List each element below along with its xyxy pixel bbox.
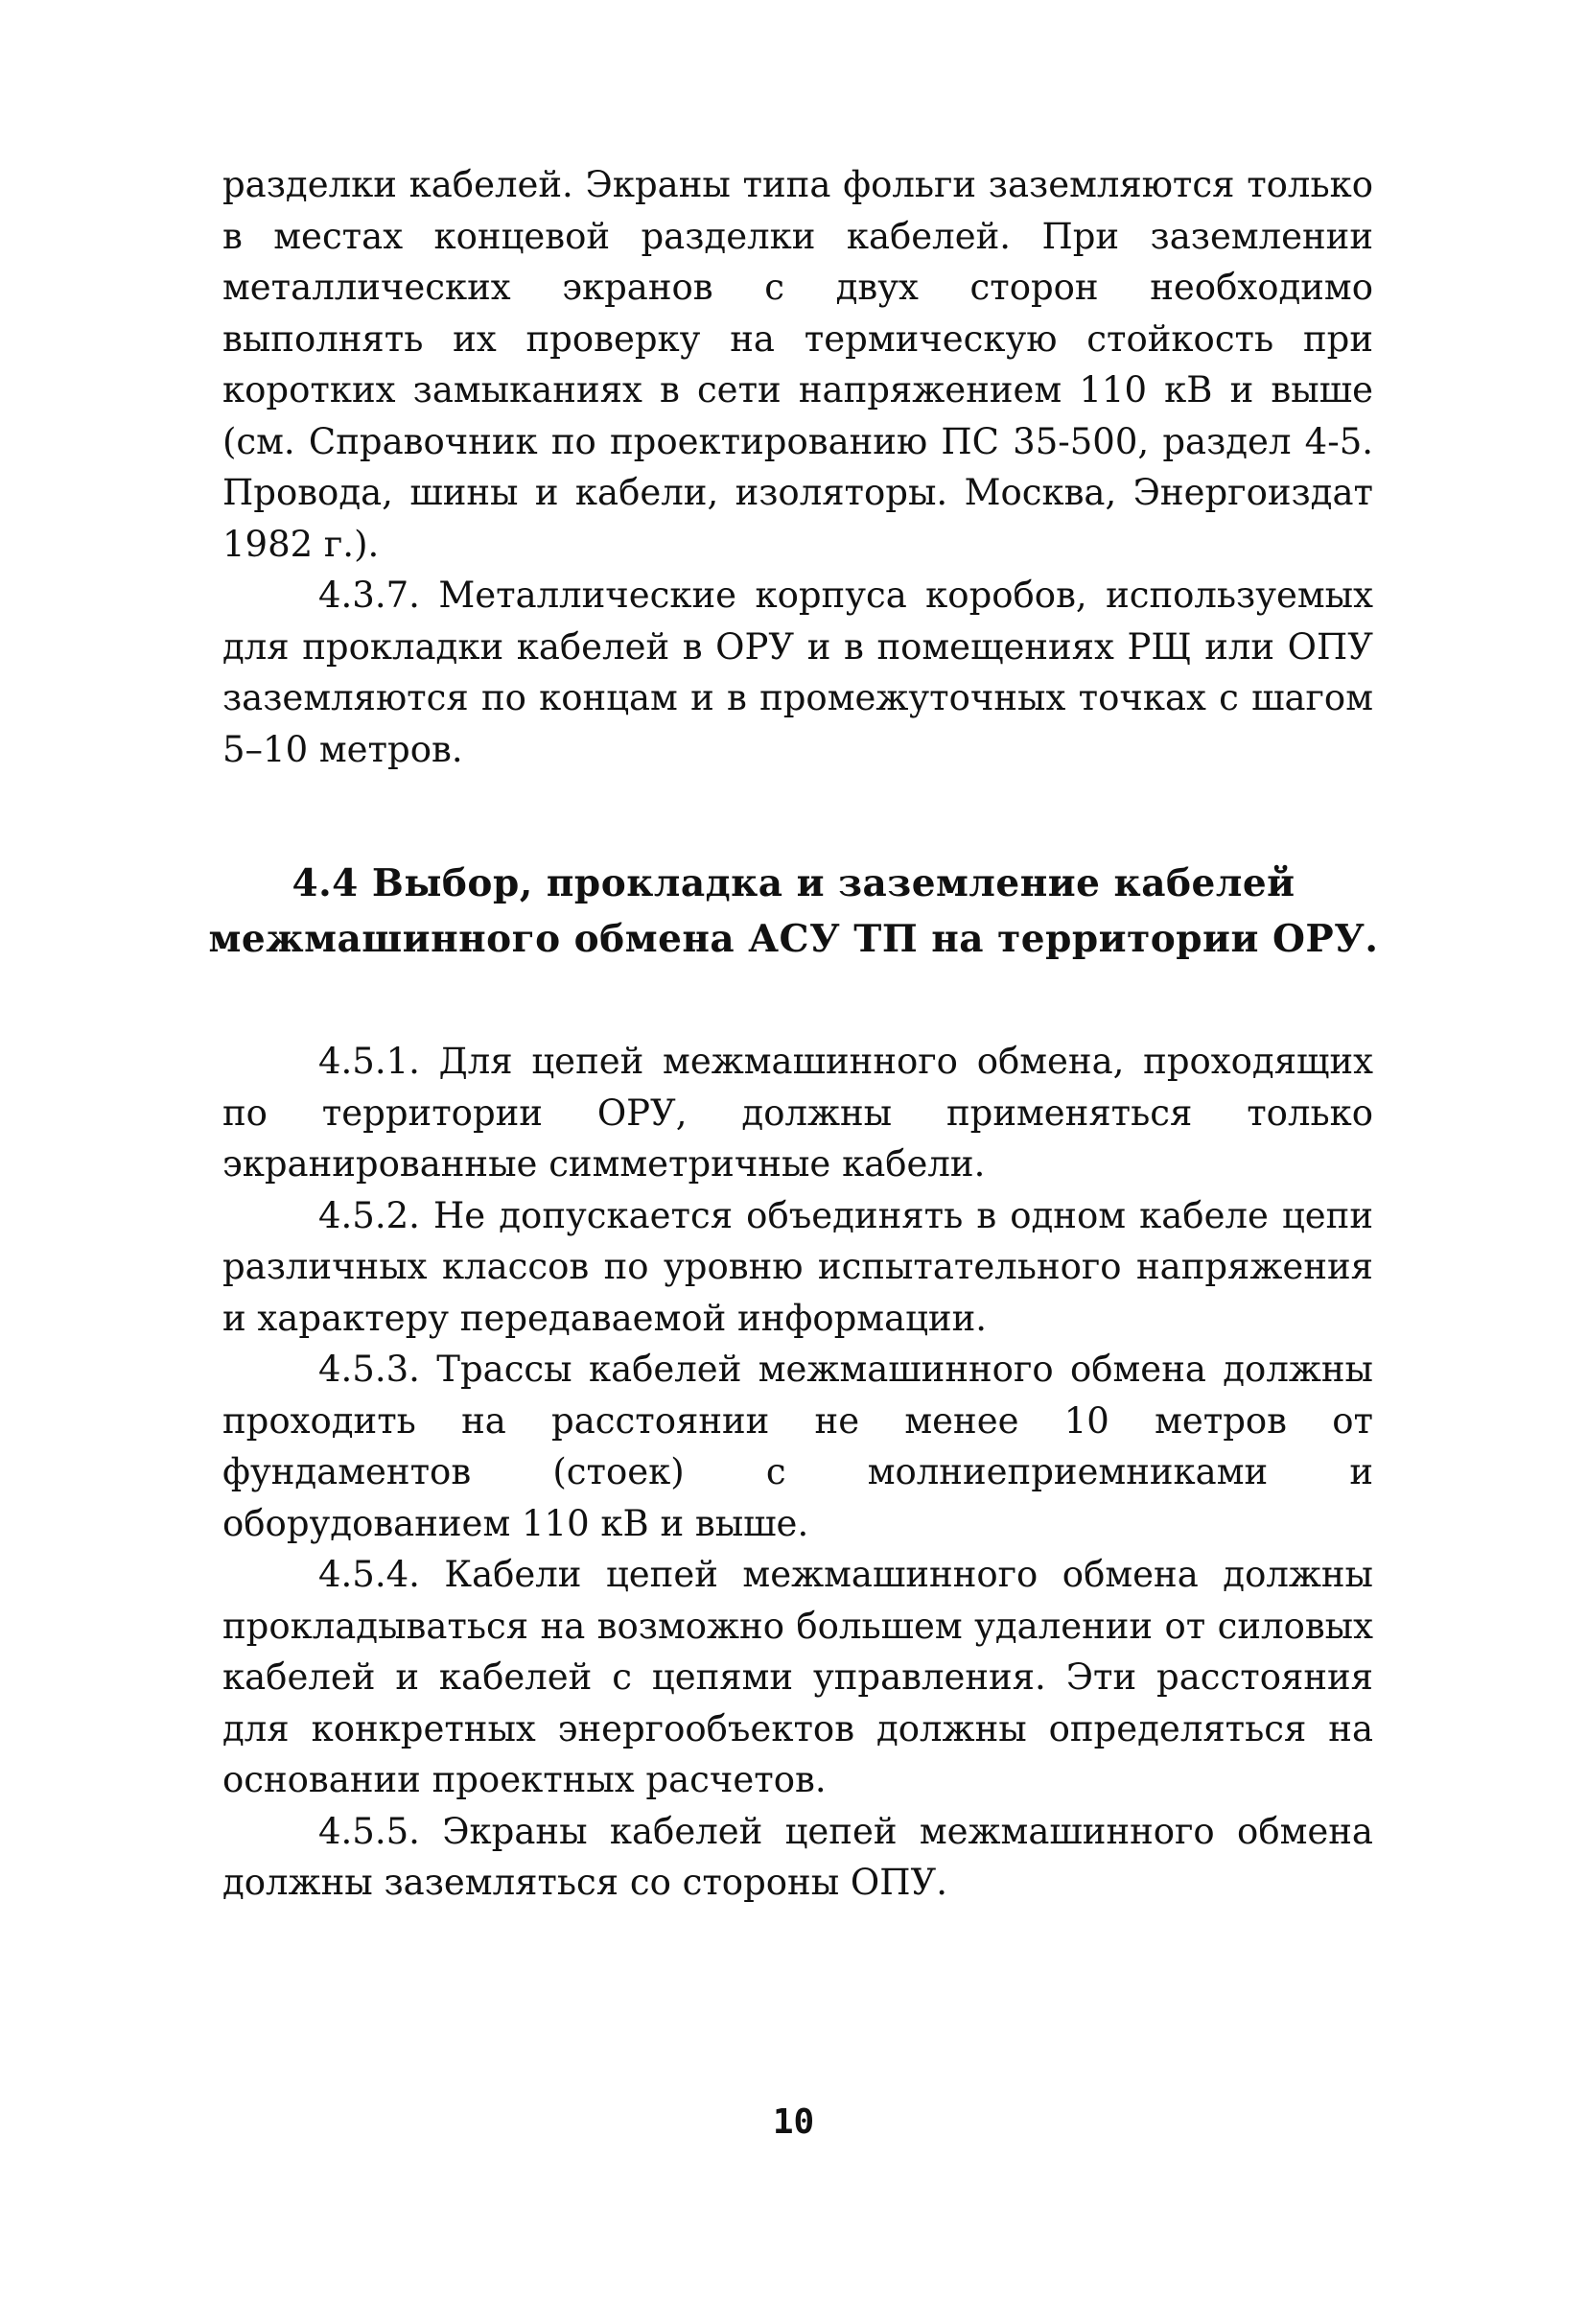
section-heading [144,856,1443,967]
paragraph-4-5-3: 4.5.3. Трассы кабелей межмашинного обмена должны проходить на расстоянии не менее 10 метров от фундаментов (стоек) с молниеприемниками и оборудованием 110 кВ и выше. [222,1349,1373,1544]
paragraph-4-3-7: 4.3.7. Металлические корпуса коробов, используемых для прокладки кабелей в ОРУ и в помещениях РЩ или ОПУ заземляются по концам и в промежуточных точках с шагом 5–10 метров. [222,575,1373,770]
paragraph-4-5-1: 4.5.1. Для цепей межмашинного обмена, проходящих по территории ОРУ, должны применяться только экранированные симметричные кабели. [222,1041,1373,1185]
paragraph-4-5-4: 4.5.4. Кабели цепей межмашинного обмена должны прокладываться на возможно большем удалении от силовых кабелей и кабелей с цепями управления. Эти расстояния для конкретных энергообъектов должны определяться на основании проектных расчетов. [222,1554,1373,1800]
section-heading-line-1: 4.4 Выбор, прокладка и заземление кабелей [292,861,1295,905]
top-text-block [222,159,1373,775]
paragraph-4-5-5: 4.5.5. Экраны кабелей цепей межмашинного обмена должны заземляться со стороны ОПУ. [222,1810,1373,1903]
section-heading-line-2: межмашинного обмена АСУ ТП на территории ОРУ. [208,917,1379,961]
page-number: 10 [772,2102,815,2142]
continuation-paragraph: разделки кабелей. Экраны типа фольги заземляются только в местах концевой разделки кабелей. При заземлении металлических экранов с двух сторон необходимо выполнять их проверку на термическую стойкость при коротких замыканиях в сети напряжением 110 кВ и выше (см. Справочник по проектированию ПС 35-500, раздел 4-5. Провода, шины и кабели, изоляторы. Москва, Энергоиздат 1982 г.). [222,164,1373,565]
section-body [222,1036,1373,1909]
paragraph-4-5-2: 4.5.2. Не допускается объединять в одном кабеле цепи различных классов по уровню испытательного напряжения и характеру передаваемой информации. [222,1194,1373,1339]
